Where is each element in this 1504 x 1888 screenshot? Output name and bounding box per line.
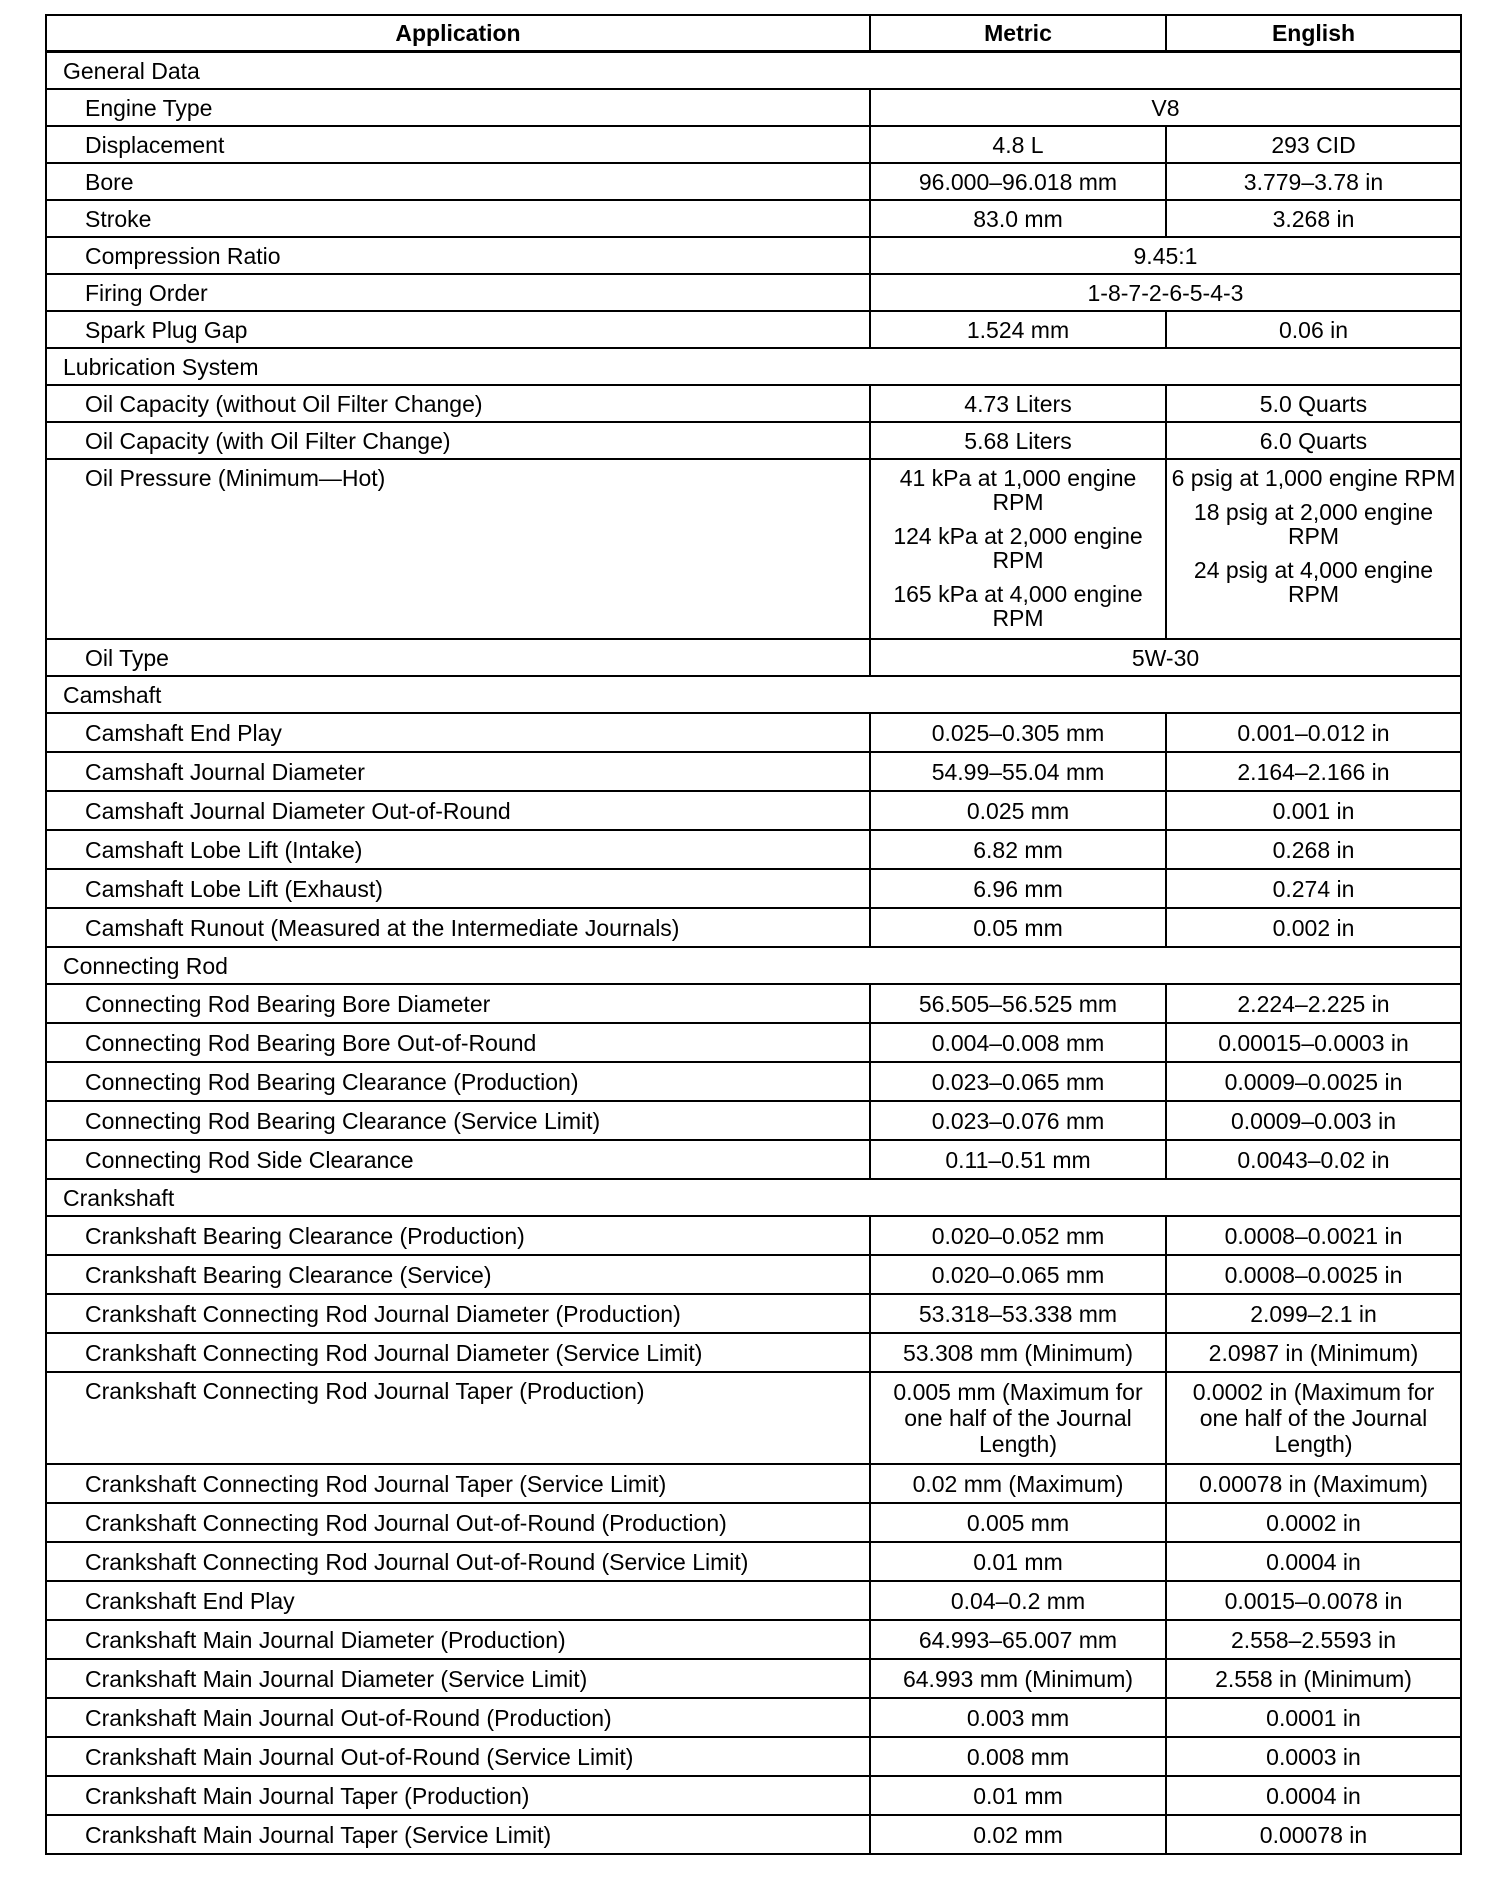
spec-row xyxy=(46,1737,1461,1776)
spec-row xyxy=(46,1294,1461,1333)
spec-row xyxy=(46,1101,1461,1140)
section-row-crankshaft xyxy=(46,1179,1461,1216)
metric-value: 96.000–96.018 mm xyxy=(870,163,1166,200)
spec-label: Crankshaft Bearing Clearance (Production) xyxy=(46,1216,870,1255)
spec-row xyxy=(46,1581,1461,1620)
spec-label: Bore xyxy=(46,163,870,200)
spec-row xyxy=(46,311,1461,348)
english-value: 0.274 in xyxy=(1166,869,1461,908)
english-value: 0.00078 in xyxy=(1166,1815,1461,1854)
header-metric: Metric xyxy=(870,15,1166,52)
english-value: 0.0001 in xyxy=(1166,1698,1461,1737)
spec-row xyxy=(46,385,1461,422)
spec-label: Oil Type xyxy=(46,639,870,676)
english-value: 0.001–0.012 in xyxy=(1166,713,1461,752)
metric-value: 5.68 Liters xyxy=(870,422,1166,459)
engine-spec-table xyxy=(45,14,1462,1855)
english-value: 0.0009–0.003 in xyxy=(1166,1101,1461,1140)
english-subvalue: 24 psig at 4,000 engine RPM xyxy=(1193,557,1434,607)
spec-row xyxy=(46,1776,1461,1815)
english-value: 2.164–2.166 in xyxy=(1166,752,1461,791)
english-value: 0.002 in xyxy=(1166,908,1461,947)
english-value: 0.001 in xyxy=(1166,791,1461,830)
english-value: 0.0015–0.0078 in xyxy=(1166,1581,1461,1620)
metric-value: 0.11–0.51 mm xyxy=(870,1140,1166,1179)
english-value: 3.268 in xyxy=(1166,200,1461,237)
spec-row xyxy=(46,791,1461,830)
spec-value: 5W-30 xyxy=(870,639,1461,676)
spec-label: Oil Capacity (without Oil Filter Change) xyxy=(46,385,870,422)
english-subvalue: 6 psig at 1,000 engine RPM xyxy=(1171,465,1456,491)
spec-label: Displacement xyxy=(46,126,870,163)
spec-label: Connecting Rod Bearing Clearance (Production) xyxy=(46,1062,870,1101)
spec-label: Crankshaft Connecting Rod Journal Taper (Production) xyxy=(46,1372,870,1464)
metric-value: 0.023–0.076 mm xyxy=(870,1101,1166,1140)
metric-value: 0.02 mm (Maximum) xyxy=(870,1464,1166,1503)
metric-value: 0.02 mm xyxy=(870,1815,1166,1854)
spec-row xyxy=(46,1503,1461,1542)
spec-label: Camshaft Runout (Measured at the Intermediate Journals) xyxy=(46,908,870,947)
spec-row xyxy=(46,752,1461,791)
spec-label: Connecting Rod Bearing Bore Out-of-Round xyxy=(46,1023,870,1062)
spec-value: V8 xyxy=(870,89,1461,126)
metric-value: 0.04–0.2 mm xyxy=(870,1581,1166,1620)
english-value: 2.558 in (Minimum) xyxy=(1166,1659,1461,1698)
spec-label: Camshaft End Play xyxy=(46,713,870,752)
spec-row xyxy=(46,1542,1461,1581)
english-value: 2.0987 in (Minimum) xyxy=(1166,1333,1461,1372)
english-value: 0.268 in xyxy=(1166,830,1461,869)
metric-value: 6.96 mm xyxy=(870,869,1166,908)
spec-label: Connecting Rod Bearing Clearance (Service Limit) xyxy=(46,1101,870,1140)
metric-value: 64.993–65.007 mm xyxy=(870,1620,1166,1659)
section-row-general xyxy=(46,52,1461,90)
spec-value: 1-8-7-2-6-5-4-3 xyxy=(870,274,1461,311)
header-application: Application xyxy=(46,15,870,52)
metric-value: 0.020–0.052 mm xyxy=(870,1216,1166,1255)
spec-label: Camshaft Lobe Lift (Intake) xyxy=(46,830,870,869)
spec-row xyxy=(46,237,1461,274)
metric-subvalue: 124 kPa at 2,000 engine RPM xyxy=(893,523,1143,573)
metric-value: 54.99–55.04 mm xyxy=(870,752,1166,791)
metric-value: 0.025–0.305 mm xyxy=(870,713,1166,752)
spec-row xyxy=(46,1372,1461,1464)
metric-value: 4.8 L xyxy=(870,126,1166,163)
section-title: Crankshaft xyxy=(46,1179,1461,1216)
spec-row xyxy=(46,1698,1461,1737)
metric-value: 83.0 mm xyxy=(870,200,1166,237)
spec-label: Compression Ratio xyxy=(46,237,870,274)
english-wrapped-value: 0.0002 in (Maximum for one half of the Journal Length) xyxy=(1192,1379,1435,1457)
english-subvalue: 18 psig at 2,000 engine RPM xyxy=(1193,499,1434,549)
metric-value: 56.505–56.525 mm xyxy=(870,984,1166,1023)
metric-value: 4.73 Liters xyxy=(870,385,1166,422)
section-row-lubrication xyxy=(46,348,1461,385)
metric-value: 0.05 mm xyxy=(870,908,1166,947)
spec-label: Crankshaft Bearing Clearance (Service) xyxy=(46,1255,870,1294)
spec-row xyxy=(46,422,1461,459)
spec-row xyxy=(46,274,1461,311)
spec-row xyxy=(46,1255,1461,1294)
spec-label: Crankshaft Main Journal Diameter (Production) xyxy=(46,1620,870,1659)
spec-row xyxy=(46,908,1461,947)
spec-label: Camshaft Journal Diameter xyxy=(46,752,870,791)
spec-label: Crankshaft Main Journal Diameter (Service Limit) xyxy=(46,1659,870,1698)
spec-label: Spark Plug Gap xyxy=(46,311,870,348)
section-title: Camshaft xyxy=(46,676,1461,713)
spec-label: Camshaft Journal Diameter Out-of-Round xyxy=(46,791,870,830)
metric-value: 64.993 mm (Minimum) xyxy=(870,1659,1166,1698)
spec-label: Connecting Rod Bearing Bore Diameter xyxy=(46,984,870,1023)
spec-row xyxy=(46,830,1461,869)
spec-row xyxy=(46,89,1461,126)
metric-value: 0.025 mm xyxy=(870,791,1166,830)
spec-label: Crankshaft Main Journal Out-of-Round (Production) xyxy=(46,1698,870,1737)
section-row-connecting-rod xyxy=(46,947,1461,984)
metric-subvalue: 41 kPa at 1,000 engine RPM xyxy=(899,465,1137,515)
section-row-camshaft xyxy=(46,676,1461,713)
spec-label: Crankshaft Main Journal Taper (Production) xyxy=(46,1776,870,1815)
metric-value: 0.003 mm xyxy=(870,1698,1166,1737)
english-value: 3.779–3.78 in xyxy=(1166,163,1461,200)
spec-label: Oil Pressure (Minimum—Hot) xyxy=(46,459,870,639)
spec-label: Engine Type xyxy=(46,89,870,126)
metric-value: 1.524 mm xyxy=(870,311,1166,348)
english-value: 5.0 Quarts xyxy=(1166,385,1461,422)
metric-value xyxy=(870,459,1166,639)
english-value: 0.0009–0.0025 in xyxy=(1166,1062,1461,1101)
spec-label: Camshaft Lobe Lift (Exhaust) xyxy=(46,869,870,908)
english-value xyxy=(1166,1372,1461,1464)
english-value: 0.00078 in (Maximum) xyxy=(1166,1464,1461,1503)
metric-value: 0.008 mm xyxy=(870,1737,1166,1776)
spec-label: Firing Order xyxy=(46,274,870,311)
metric-value: 0.023–0.065 mm xyxy=(870,1062,1166,1101)
english-value: 293 CID xyxy=(1166,126,1461,163)
spec-row xyxy=(46,1620,1461,1659)
english-value: 6.0 Quarts xyxy=(1166,422,1461,459)
spec-row xyxy=(46,1140,1461,1179)
english-value: 2.099–2.1 in xyxy=(1166,1294,1461,1333)
english-value: 0.0003 in xyxy=(1166,1737,1461,1776)
spec-row xyxy=(46,1333,1461,1372)
english-value: 2.558–2.5593 in xyxy=(1166,1620,1461,1659)
spec-row-oil-pressure xyxy=(46,459,1461,639)
spec-row xyxy=(46,639,1461,676)
english-value: 0.00015–0.0003 in xyxy=(1166,1023,1461,1062)
spec-row xyxy=(46,1062,1461,1101)
spec-row xyxy=(46,163,1461,200)
english-value: 0.0002 in xyxy=(1166,1503,1461,1542)
spec-label: Crankshaft Main Journal Out-of-Round (Service Limit) xyxy=(46,1737,870,1776)
spec-row xyxy=(46,1216,1461,1255)
header-english: English xyxy=(1166,15,1461,52)
section-title: Lubrication System xyxy=(46,348,1461,385)
spec-label: Oil Capacity (with Oil Filter Change) xyxy=(46,422,870,459)
english-value: 0.0008–0.0025 in xyxy=(1166,1255,1461,1294)
metric-value: 53.308 mm (Minimum) xyxy=(870,1333,1166,1372)
header-row xyxy=(46,15,1461,52)
metric-value: 53.318–53.338 mm xyxy=(870,1294,1166,1333)
metric-value: 0.01 mm xyxy=(870,1776,1166,1815)
metric-value xyxy=(870,1372,1166,1464)
english-value: 0.0043–0.02 in xyxy=(1166,1140,1461,1179)
metric-value: 0.005 mm xyxy=(870,1503,1166,1542)
english-value: 0.0004 in xyxy=(1166,1776,1461,1815)
spec-row xyxy=(46,200,1461,237)
spec-row xyxy=(46,869,1461,908)
spec-row xyxy=(46,984,1461,1023)
spec-label: Connecting Rod Side Clearance xyxy=(46,1140,870,1179)
metric-subvalue: 165 kPa at 4,000 engine RPM xyxy=(893,581,1143,631)
spec-row xyxy=(46,1659,1461,1698)
spec-row xyxy=(46,1023,1461,1062)
metric-value: 0.004–0.008 mm xyxy=(870,1023,1166,1062)
metric-value: 0.01 mm xyxy=(870,1542,1166,1581)
spec-row xyxy=(46,713,1461,752)
english-value xyxy=(1166,459,1461,639)
spec-label: Stroke xyxy=(46,200,870,237)
spec-label: Crankshaft Connecting Rod Journal Diameter (Service Limit) xyxy=(46,1333,870,1372)
section-title: General Data xyxy=(46,52,1461,90)
spec-label: Crankshaft Connecting Rod Journal Out-of-Round (Service Limit) xyxy=(46,1542,870,1581)
spec-label: Crankshaft Connecting Rod Journal Diameter (Production) xyxy=(46,1294,870,1333)
spec-label: Crankshaft Connecting Rod Journal Taper (Service Limit) xyxy=(46,1464,870,1503)
metric-wrapped-value: 0.005 mm (Maximum for one half of the Journal Length) xyxy=(893,1379,1143,1457)
spec-label: Crankshaft Connecting Rod Journal Out-of-Round (Production) xyxy=(46,1503,870,1542)
metric-value: 0.020–0.065 mm xyxy=(870,1255,1166,1294)
english-value: 0.0004 in xyxy=(1166,1542,1461,1581)
spec-label: Crankshaft Main Journal Taper (Service Limit) xyxy=(46,1815,870,1854)
spec-row xyxy=(46,1815,1461,1854)
english-value: 2.224–2.225 in xyxy=(1166,984,1461,1023)
spec-value: 9.45:1 xyxy=(870,237,1461,274)
metric-value: 6.82 mm xyxy=(870,830,1166,869)
spec-label: Crankshaft End Play xyxy=(46,1581,870,1620)
section-title: Connecting Rod xyxy=(46,947,1461,984)
english-value: 0.0008–0.0021 in xyxy=(1166,1216,1461,1255)
spec-row xyxy=(46,1464,1461,1503)
english-value: 0.06 in xyxy=(1166,311,1461,348)
spec-row xyxy=(46,126,1461,163)
